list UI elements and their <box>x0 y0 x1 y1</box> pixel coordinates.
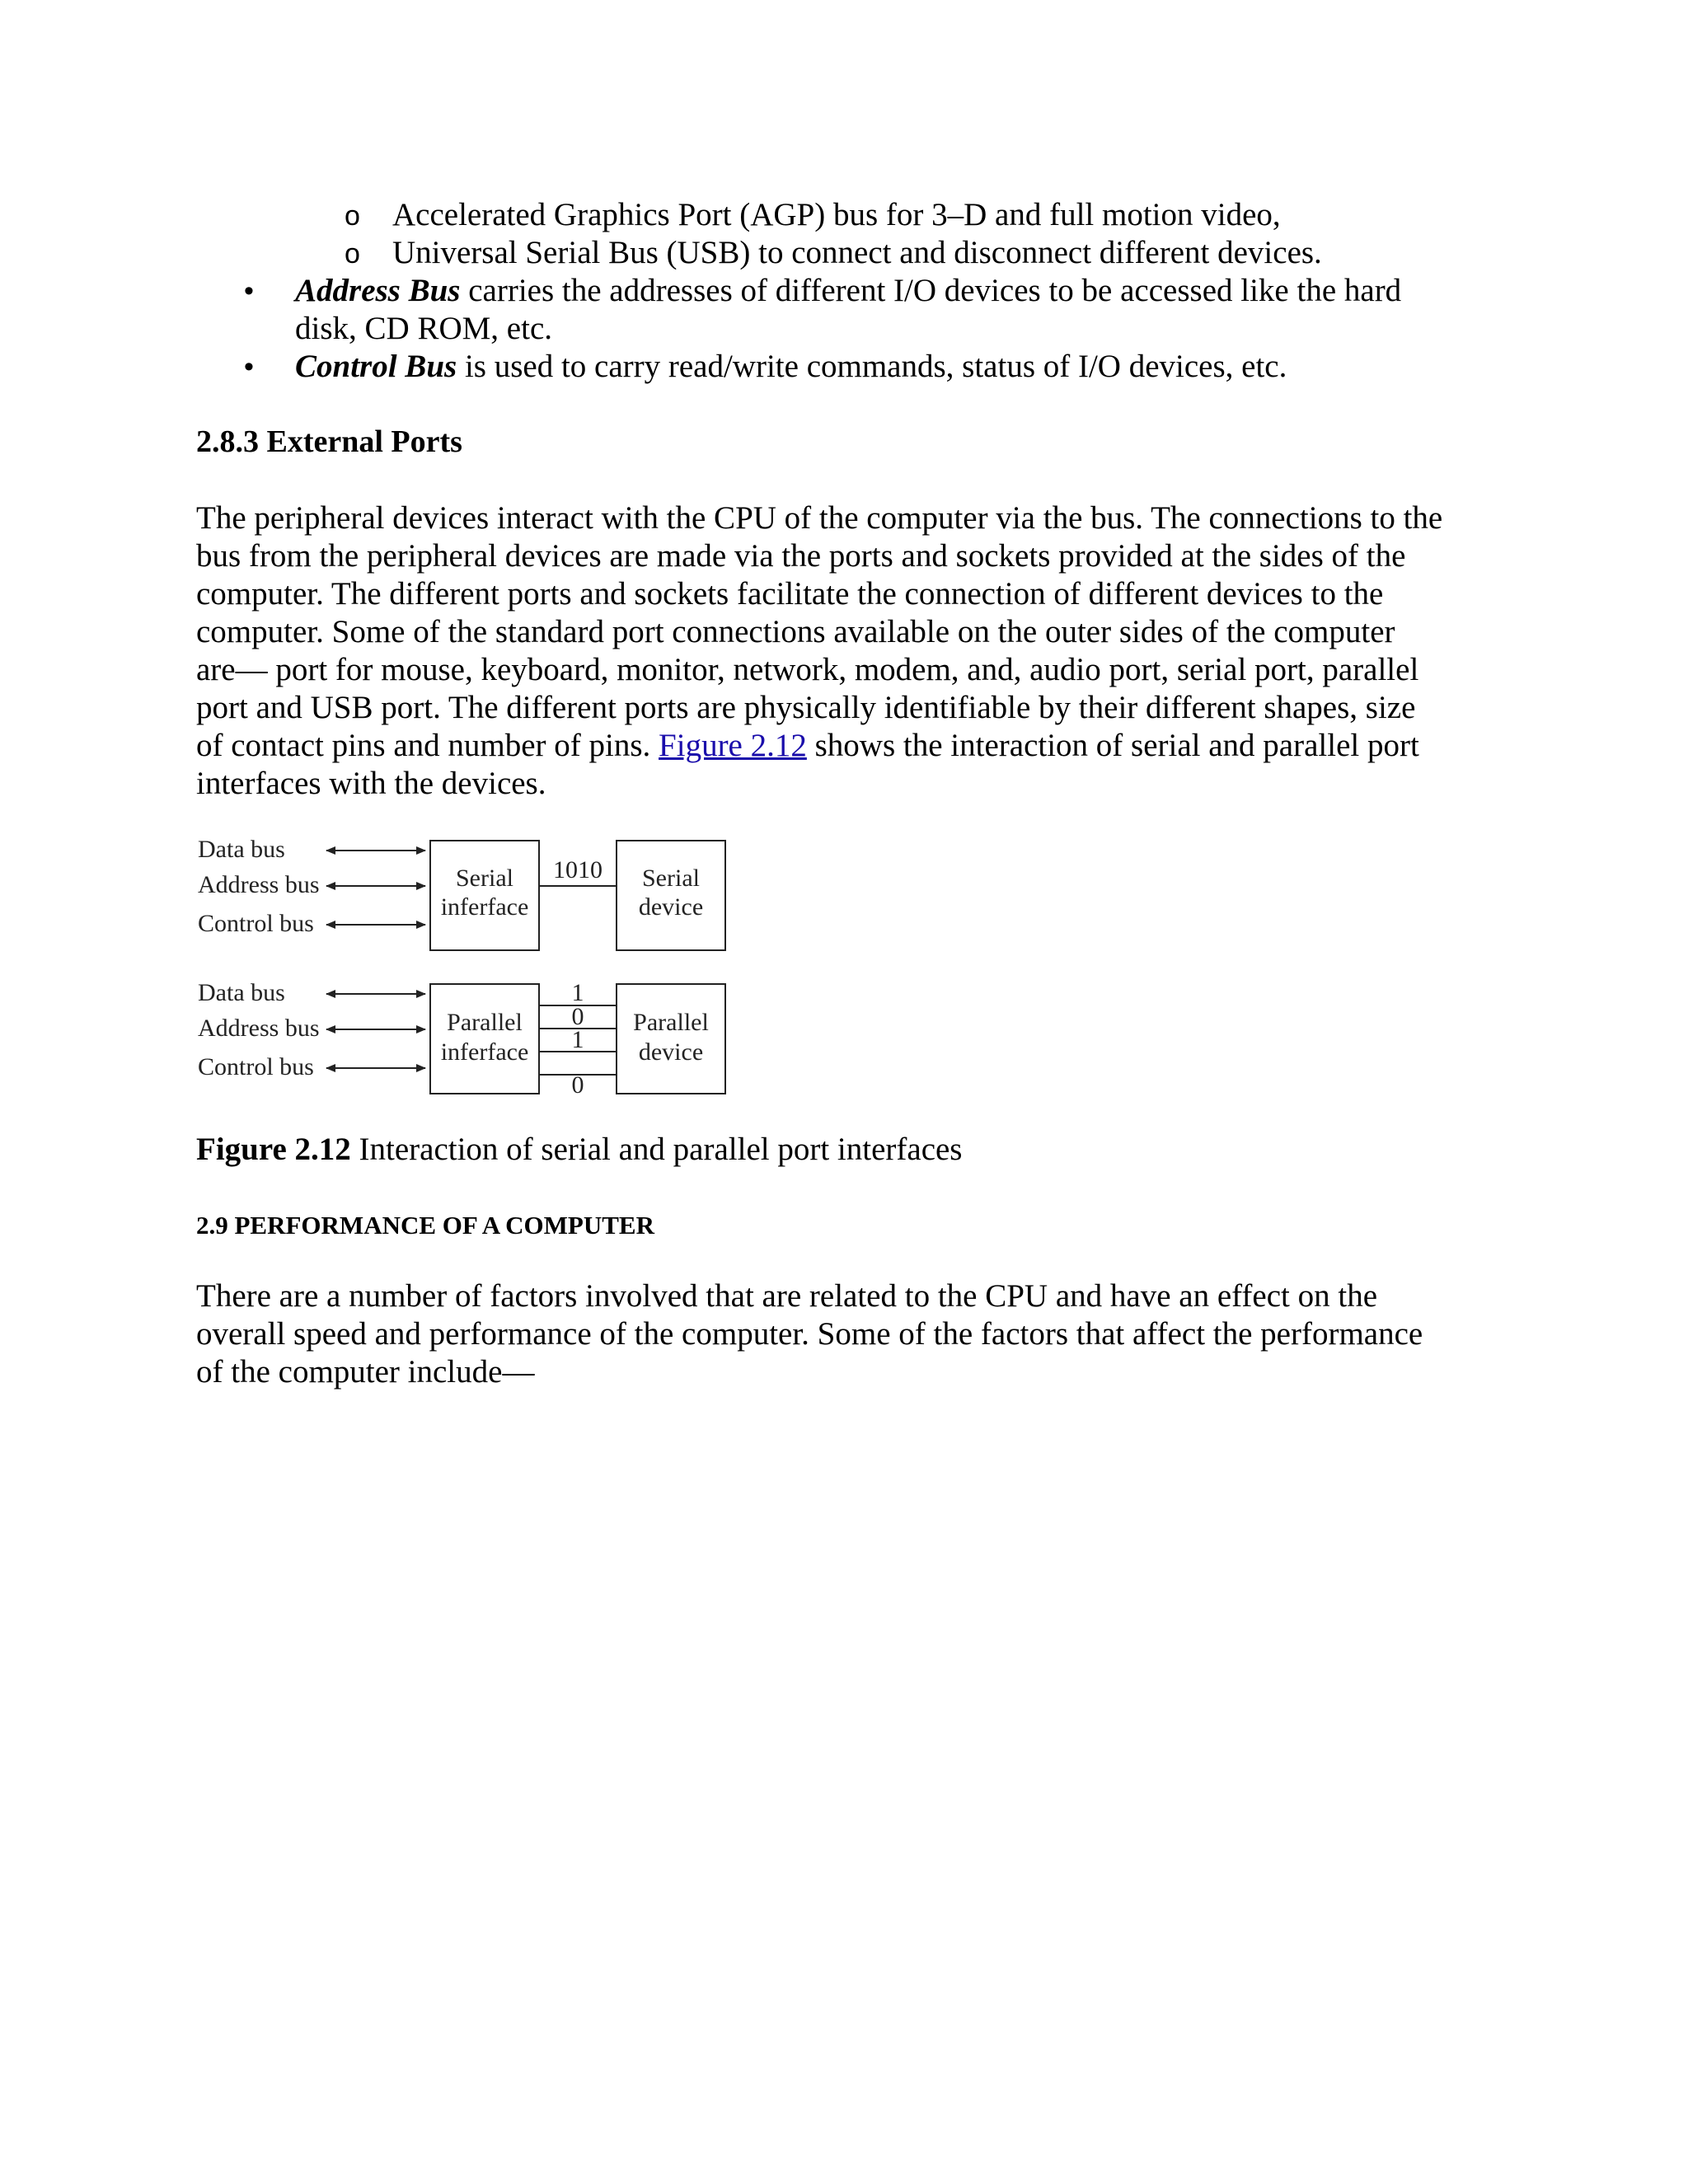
paragraph-line: computer. The different ports and sockets facilitate the connection of different devices to the <box>196 576 1384 612</box>
bullet-text: carries the addresses of different I/O devices to be accessed like the hard <box>460 273 1402 308</box>
bullet-term: Address Bus <box>295 273 461 308</box>
bullet-marker: • <box>244 351 254 382</box>
serial-device-label: device <box>638 893 704 921</box>
bullet-term: Control Bus <box>295 349 457 384</box>
parallel-interface-label: Parallel <box>447 1009 523 1036</box>
figure-caption-text: Interaction of serial and parallel port interfaces <box>350 1132 963 1167</box>
bus-label-data: Data bus <box>198 836 285 863</box>
paragraph-line: The peripheral devices interact with the CPU of the computer via the bus. The connections to the <box>196 500 1443 536</box>
bus-label-control: Control bus <box>198 910 314 937</box>
paragraph-line: interfaces with the devices. <box>196 766 546 801</box>
parallel-bit: 1 <box>571 1026 584 1053</box>
parallel-interface-label: inferface <box>440 1038 529 1066</box>
parallel-device-label: Parallel <box>633 1009 709 1036</box>
serial-bits: 1010 <box>553 856 603 883</box>
section-heading-performance: 2.9 PERFORMANCE OF A COMPUTER <box>196 1211 654 1240</box>
sub-bullet-marker: o <box>345 238 360 269</box>
paragraph-line: port and USB port. The different ports are physically identifiable by their different shapes, size <box>196 690 1416 725</box>
paragraph-text: of contact pins and number of pins. <box>196 728 659 763</box>
section-heading-external-ports: 2.8.3 External Ports <box>196 424 462 459</box>
paragraph-line <box>196 727 1419 765</box>
sub-bullet-agp: Accelerated Graphics Port (AGP) bus for 3–D and full motion video, <box>392 197 1281 232</box>
paragraph-line: bus from the peripheral devices are made via the ports and sockets provided at the sides of the <box>196 538 1406 574</box>
parallel-bit: 1 <box>571 979 584 1006</box>
paragraph-line: of the computer include— <box>196 1354 535 1390</box>
sub-bullet-usb: Universal Serial Bus (USB) to connect and disconnect different devices. <box>392 235 1322 270</box>
paragraph-line: overall speed and performance of the computer. Some of the factors that affect the performance <box>196 1316 1423 1352</box>
serial-interface-label: inferface <box>440 893 529 921</box>
figure-link[interactable]: Figure 2.12 <box>659 728 807 763</box>
figure-caption <box>196 1131 963 1169</box>
serial-interface-label: Serial <box>456 865 513 892</box>
bullet-text: is used to carry read/write commands, status of I/O devices, etc. <box>457 349 1287 384</box>
sub-bullet-marker: o <box>345 200 360 232</box>
paragraph-line: There are a number of factors involved that are related to the CPU and have an effect on the <box>196 1278 1378 1314</box>
bullet-marker: • <box>244 275 254 307</box>
bus-label-address: Address bus <box>198 1015 320 1042</box>
figure-caption-label: Figure 2.12 <box>196 1132 351 1167</box>
parallel-device-label: device <box>638 1038 704 1066</box>
bus-label-data: Data bus <box>198 979 285 1006</box>
bus-label-control: Control bus <box>198 1053 314 1080</box>
bus-label-address: Address bus <box>198 871 320 898</box>
bullet-control-bus <box>295 348 1287 386</box>
parallel-bit: 0 <box>571 1003 584 1030</box>
bullet-address-bus <box>295 272 1401 310</box>
paragraph-text: shows the interaction of serial and parallel port <box>806 728 1419 763</box>
paragraph-line: are— port for mouse, keyboard, monitor, network, modem, and, audio port, serial port, parallel <box>196 652 1419 687</box>
port-interface-diagram <box>195 832 730 1104</box>
bullet-address-bus-cont: disk, CD ROM, etc. <box>295 311 552 346</box>
serial-device-label: Serial <box>642 865 700 892</box>
paragraph-line: computer. Some of the standard port connections available on the outer sides of the computer <box>196 614 1395 649</box>
parallel-bit: 0 <box>571 1071 584 1099</box>
